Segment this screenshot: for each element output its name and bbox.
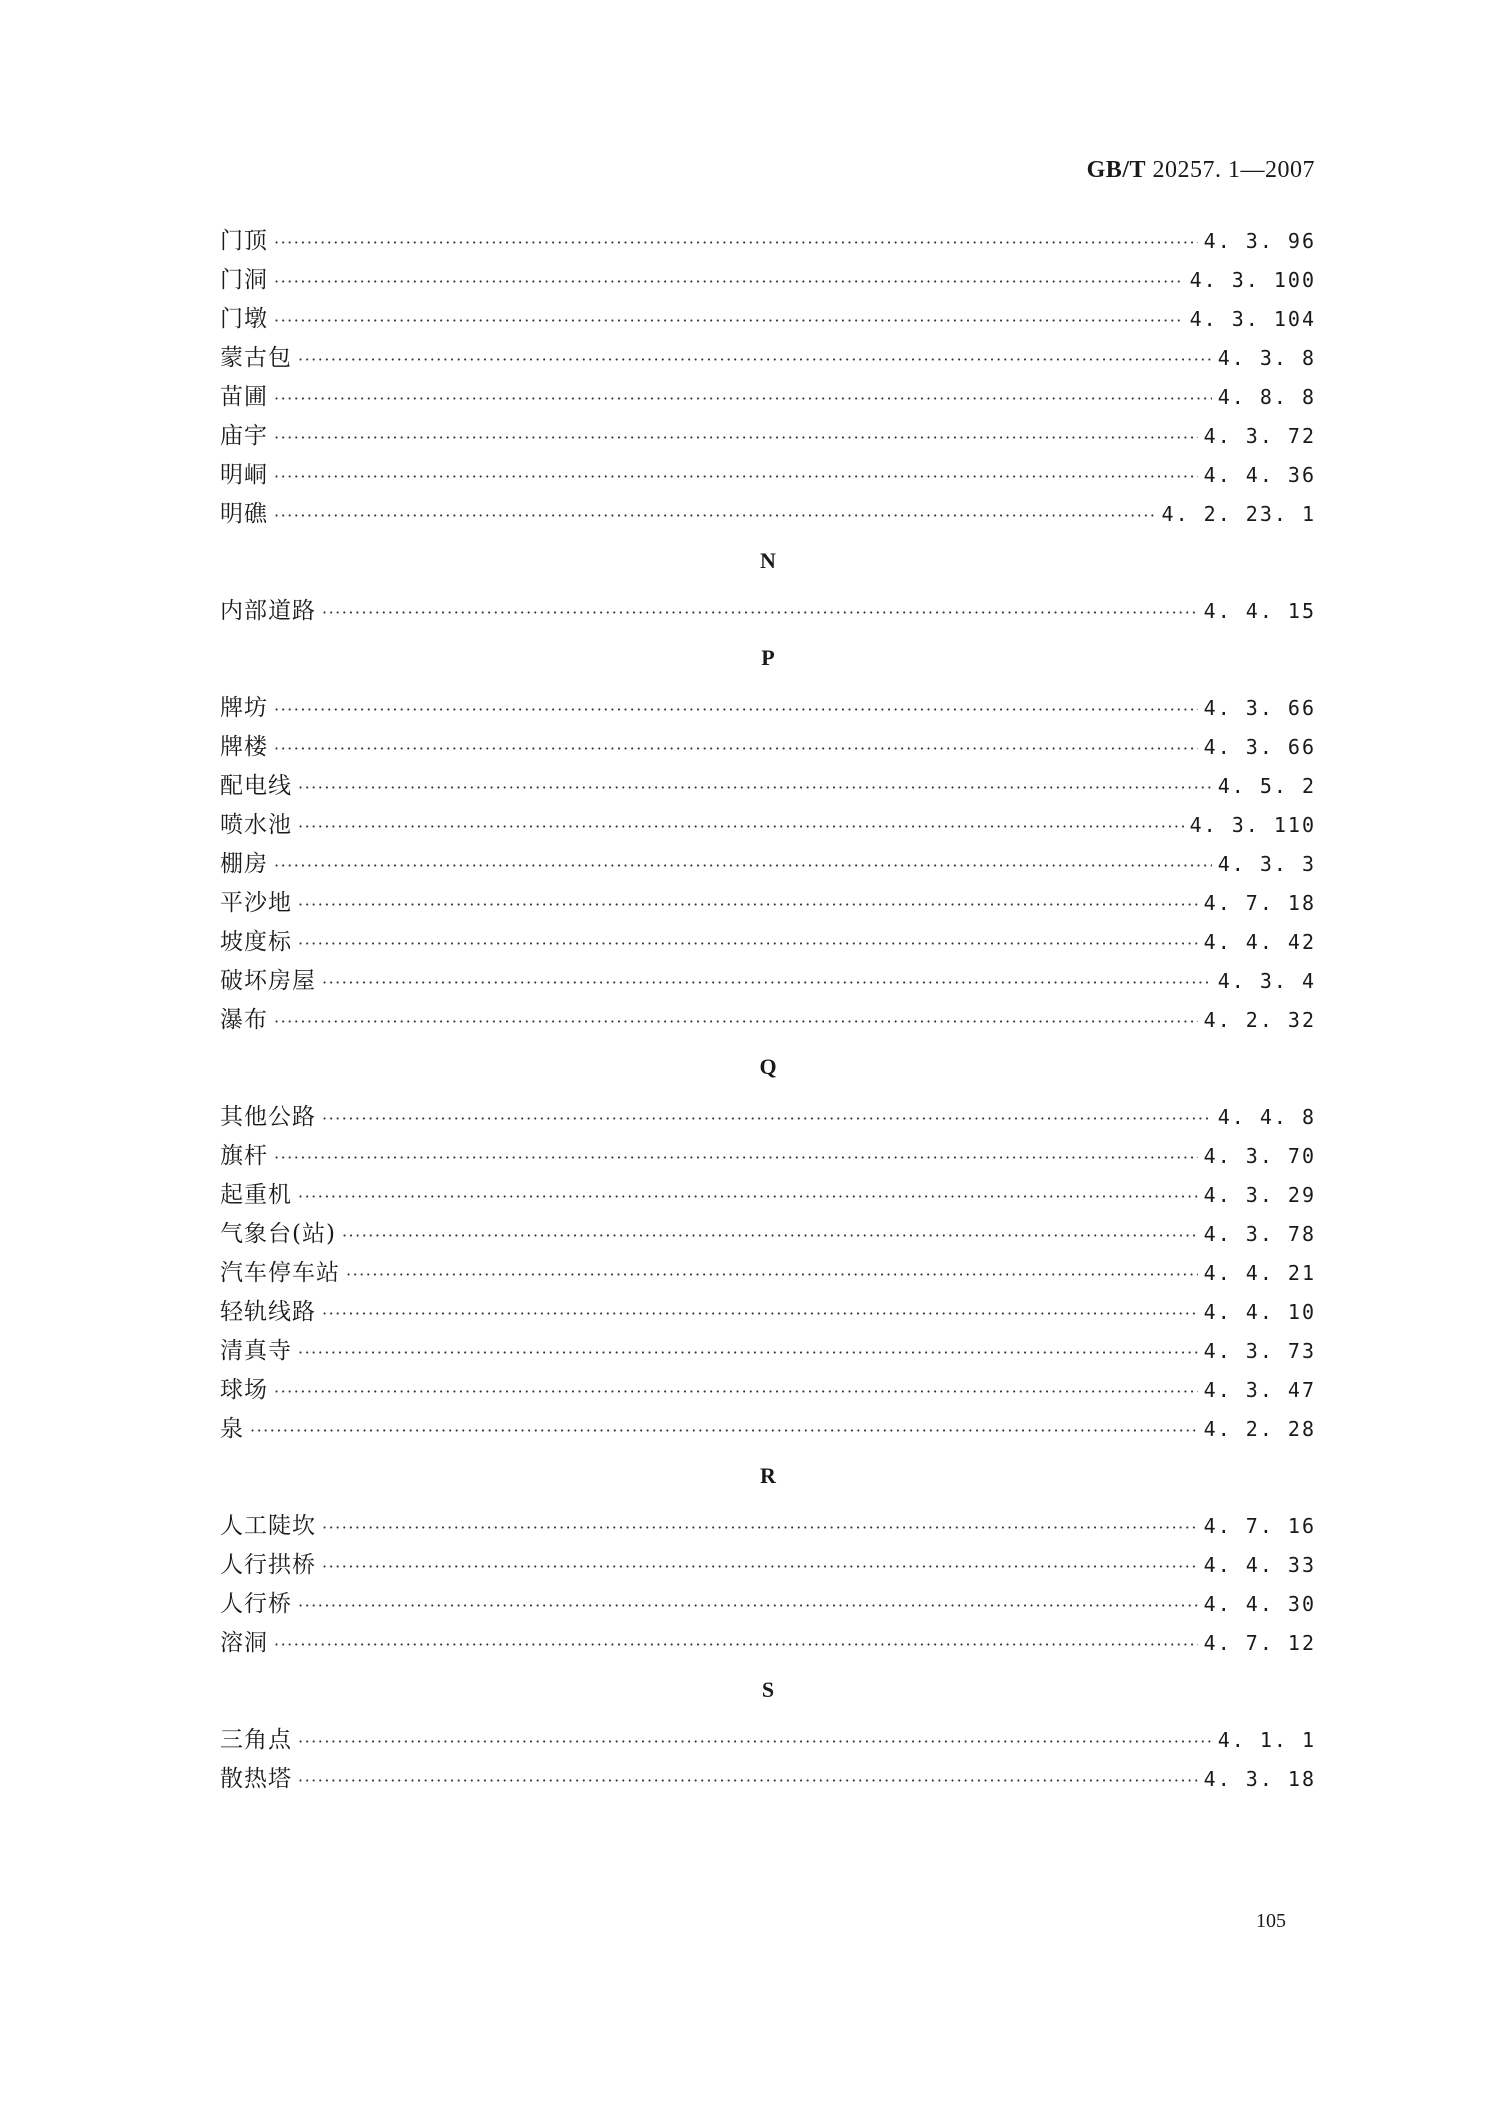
dot-leader <box>274 1002 1198 1041</box>
index-entry <box>220 1760 1316 1799</box>
index-entry <box>220 884 1316 923</box>
index-entry <box>220 1371 1316 1410</box>
entry-term: 旗杆 <box>220 1143 268 1169</box>
entry-reference: 4. 3. 66 <box>1203 735 1316 759</box>
index-entry <box>220 689 1316 728</box>
entry-reference: 4. 3. 66 <box>1203 696 1316 720</box>
entry-term: 瀑布 <box>220 1007 268 1033</box>
entry-term: 起重机 <box>220 1182 292 1208</box>
dot-leader <box>346 1255 1198 1294</box>
entry-term: 庙宇 <box>220 423 268 449</box>
entry-term: 破坏房屋 <box>220 968 316 994</box>
page-number: 105 <box>1256 1910 1286 1932</box>
entry-term: 内部道路 <box>220 598 316 624</box>
entry-term: 三角点 <box>220 1727 292 1753</box>
dot-leader <box>322 1294 1198 1333</box>
index-entry <box>220 1176 1316 1215</box>
index-entry <box>220 1137 1316 1176</box>
entry-reference: 4. 1. 1 <box>1217 1728 1316 1752</box>
dot-leader <box>250 1411 1198 1450</box>
index-entry <box>220 1507 1316 1546</box>
dot-leader <box>274 1138 1198 1177</box>
index-entry <box>220 339 1316 378</box>
standard-number: 20257. 1—2007 <box>1146 157 1315 183</box>
entry-term: 轻轨线路 <box>220 1299 316 1325</box>
entry-reference: 4. 3. 4 <box>1217 969 1316 993</box>
index-entry <box>220 592 1316 631</box>
entry-reference: 4. 4. 36 <box>1203 463 1316 487</box>
index-entry <box>220 261 1316 300</box>
section-letter: P <box>761 645 775 670</box>
entry-term: 棚房 <box>220 851 268 877</box>
index-entry <box>220 1332 1316 1371</box>
entry-reference: 4. 3. 47 <box>1203 1378 1316 1402</box>
entry-term: 门顶 <box>220 228 268 254</box>
dot-leader <box>298 1586 1198 1625</box>
entry-reference: 4. 2. 23. 1 <box>1161 502 1316 526</box>
entry-reference: 4. 4. 30 <box>1203 1592 1316 1616</box>
dot-leader <box>322 1099 1212 1138</box>
entry-reference: 4. 3. 100 <box>1189 268 1316 292</box>
index-entry <box>220 1410 1316 1449</box>
index-entry <box>220 456 1316 495</box>
entry-term: 球场 <box>220 1377 268 1403</box>
entry-term: 喷水池 <box>220 812 292 838</box>
entry-term: 苗圃 <box>220 384 268 410</box>
index-entry <box>220 923 1316 962</box>
entry-reference: 4. 4. 21 <box>1203 1261 1316 1285</box>
dot-leader <box>274 379 1212 418</box>
entry-term: 汽车停车站 <box>220 1260 340 1286</box>
entry-reference: 4. 3. 73 <box>1203 1339 1316 1363</box>
entry-term: 气象台(站) <box>220 1221 336 1247</box>
entry-term: 人行桥 <box>220 1591 292 1617</box>
entry-term: 门洞 <box>220 267 268 293</box>
index-entry <box>220 222 1316 261</box>
dot-leader <box>298 340 1212 379</box>
index-entry <box>220 1254 1316 1293</box>
section-letter: S <box>761 1677 775 1702</box>
section-letter: Q <box>759 1054 777 1079</box>
index-entry <box>220 806 1316 845</box>
section-letter: R <box>760 1463 776 1488</box>
entry-reference: 4. 7. 18 <box>1203 891 1316 915</box>
index-entry <box>220 1585 1316 1624</box>
dot-leader <box>298 924 1198 963</box>
dot-leader <box>274 457 1198 496</box>
dot-leader <box>274 846 1212 885</box>
entry-reference: 4. 2. 32 <box>1203 1008 1316 1032</box>
entry-term: 散热塔 <box>220 1766 292 1792</box>
entry-reference: 4. 2. 28 <box>1203 1417 1316 1441</box>
entry-term: 牌楼 <box>220 734 268 760</box>
entry-reference: 4. 3. 3 <box>1217 852 1316 876</box>
entry-term: 平沙地 <box>220 890 292 916</box>
entry-term: 人工陡坎 <box>220 1513 316 1539</box>
index-entry <box>220 417 1316 456</box>
entry-reference: 4. 3. 8 <box>1217 346 1316 370</box>
entry-reference: 4. 3. 72 <box>1203 424 1316 448</box>
index-entry <box>220 1721 1316 1760</box>
dot-leader <box>274 301 1184 340</box>
dot-leader <box>322 1547 1198 1586</box>
entry-reference: 4. 3. 78 <box>1203 1222 1316 1246</box>
dot-leader <box>298 1722 1212 1761</box>
entry-term: 坡度标 <box>220 929 292 955</box>
entry-reference: 4. 3. 110 <box>1189 813 1316 837</box>
entry-reference: 4. 4. 15 <box>1203 599 1316 623</box>
dot-leader <box>298 807 1184 846</box>
dot-leader <box>274 223 1198 262</box>
dot-leader <box>274 1372 1198 1411</box>
entry-term: 明峒 <box>220 462 268 488</box>
index-entry <box>220 378 1316 417</box>
dot-leader <box>274 690 1198 729</box>
entry-term: 人行拱桥 <box>220 1552 316 1578</box>
index-entry <box>220 1624 1316 1663</box>
entry-term: 其他公路 <box>220 1104 316 1130</box>
dot-leader <box>298 1333 1198 1372</box>
dot-leader <box>274 1625 1198 1664</box>
entry-term: 泉 <box>220 1416 244 1442</box>
index-entry <box>220 1001 1316 1040</box>
entry-term: 牌坊 <box>220 695 268 721</box>
index-entry <box>220 962 1316 1001</box>
index-entry <box>220 767 1316 806</box>
entry-term: 明礁 <box>220 501 268 527</box>
dot-leader <box>322 593 1198 632</box>
entry-term: 门墩 <box>220 306 268 332</box>
dot-leader <box>298 768 1212 807</box>
dot-leader <box>322 1508 1198 1547</box>
dot-leader <box>322 963 1212 1002</box>
index-entry <box>220 1098 1316 1137</box>
entry-reference: 4. 4. 10 <box>1203 1300 1316 1324</box>
index-entry <box>220 728 1316 767</box>
index-entry <box>220 495 1316 534</box>
index-entry <box>220 845 1316 884</box>
entry-reference: 4. 7. 12 <box>1203 1631 1316 1655</box>
index-entry <box>220 1546 1316 1585</box>
entry-reference: 4. 3. 70 <box>1203 1144 1316 1168</box>
dot-leader <box>274 418 1198 457</box>
index-list <box>220 222 1316 1799</box>
dot-leader <box>274 262 1184 301</box>
dot-leader <box>298 885 1198 924</box>
dot-leader <box>298 1177 1198 1216</box>
entry-term: 清真寺 <box>220 1338 292 1364</box>
entry-reference: 4. 3. 104 <box>1189 307 1316 331</box>
dot-leader <box>274 496 1156 535</box>
dot-leader <box>342 1216 1198 1255</box>
entry-reference: 4. 4. 42 <box>1203 930 1316 954</box>
entry-reference: 4. 4. 33 <box>1203 1553 1316 1577</box>
entry-reference: 4. 4. 8 <box>1217 1105 1316 1129</box>
index-entry <box>220 1293 1316 1332</box>
entry-reference: 4. 3. 96 <box>1203 229 1316 253</box>
entry-term: 配电线 <box>220 773 292 799</box>
dot-leader <box>274 729 1198 768</box>
dot-leader <box>298 1761 1198 1800</box>
entry-reference: 4. 8. 8 <box>1217 385 1316 409</box>
entry-reference: 4. 3. 18 <box>1203 1767 1316 1791</box>
entry-reference: 4. 5. 2 <box>1217 774 1316 798</box>
entry-reference: 4. 3. 29 <box>1203 1183 1316 1207</box>
index-entry <box>220 300 1316 339</box>
entry-term: 蒙古包 <box>220 345 292 371</box>
section-letter: N <box>760 548 776 573</box>
standard-prefix: GB/T <box>1086 157 1146 183</box>
index-entry <box>220 1215 1316 1254</box>
entry-term: 溶洞 <box>220 1630 268 1656</box>
document-code <box>1087 157 1315 184</box>
entry-reference: 4. 7. 16 <box>1203 1514 1316 1538</box>
